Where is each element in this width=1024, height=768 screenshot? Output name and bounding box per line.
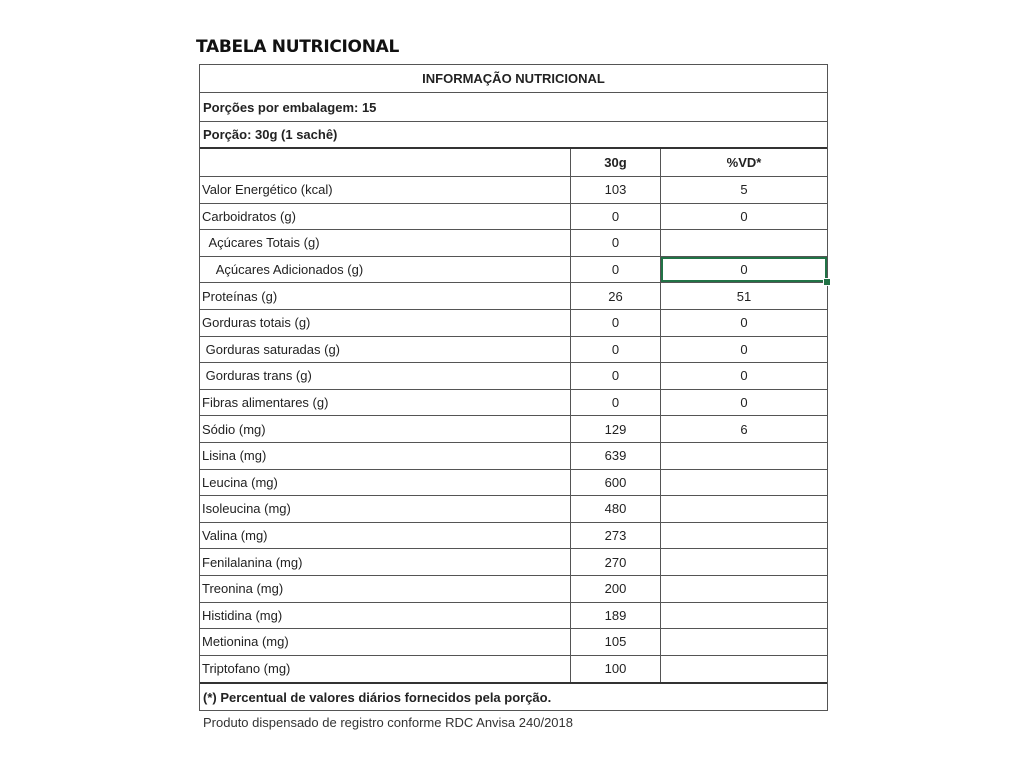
nutrition-table [199, 64, 828, 711]
nutrient-name[interactable]: Histidina (mg) [200, 603, 571, 629]
selected-cell[interactable] [661, 257, 827, 283]
nutrient-daily-value[interactable]: 0 [740, 341, 748, 357]
nutrient-amount[interactable]: 26 [571, 283, 661, 309]
nutrient-daily-value[interactable]: 51 [736, 288, 752, 304]
nutrient-name[interactable]: Açúcares Adicionados (g) [200, 257, 571, 283]
table-row [200, 443, 827, 470]
nutrient-daily-value[interactable] [661, 496, 827, 522]
registration-note: Produto dispensado de registro conforme RDC Anvisa 240/2018 [203, 715, 573, 730]
nutrient-amount[interactable]: 200 [571, 576, 661, 602]
nutrient-name[interactable]: Metionina (mg) [200, 629, 571, 655]
nutrient-amount[interactable]: 0 [571, 257, 661, 283]
nutrient-name[interactable]: Carboidratos (g) [200, 204, 571, 230]
column-header-vd[interactable]: %VD* [726, 155, 762, 170]
nutrient-amount[interactable]: 189 [571, 603, 661, 629]
nutrient-name[interactable]: Isoleucina (mg) [200, 496, 571, 522]
page-title: TABELA NUTRICIONAL [196, 37, 400, 57]
table-header-row [200, 65, 827, 93]
table-row [200, 337, 827, 364]
table-row [200, 416, 827, 443]
nutrient-daily-value[interactable] [661, 656, 827, 683]
nutrient-amount[interactable]: 0 [571, 204, 661, 230]
nutrient-amount[interactable]: 0 [571, 363, 661, 389]
table-row [200, 310, 827, 337]
table-row [200, 603, 827, 630]
table-row [200, 283, 827, 310]
nutrient-amount[interactable]: 103 [571, 177, 661, 203]
table-row [200, 549, 827, 576]
nutrient-amount[interactable]: 100 [571, 656, 661, 683]
nutrient-amount[interactable]: 600 [571, 470, 661, 496]
table-row [200, 629, 827, 656]
nutrient-amount[interactable]: 0 [571, 230, 661, 256]
nutrient-daily-value[interactable] [661, 443, 827, 469]
nutrient-daily-value[interactable]: 0 [740, 208, 748, 224]
table-row [200, 470, 827, 497]
nutrient-name[interactable]: Leucina (mg) [200, 470, 571, 496]
footnote-row [200, 682, 827, 710]
nutrient-daily-value[interactable] [661, 603, 827, 629]
table-row [200, 523, 827, 550]
nutrient-name[interactable]: Fenilalanina (mg) [200, 549, 571, 575]
footnote: (*) Percentual de valores diários fornecidos pela porção. [203, 689, 552, 705]
nutrient-daily-value[interactable]: 0 [740, 395, 748, 411]
nutrient-amount[interactable]: 105 [571, 629, 661, 655]
table-row [200, 257, 827, 284]
nutrient-name[interactable]: Treonina (mg) [200, 576, 571, 602]
nutrient-daily-value[interactable] [661, 230, 827, 256]
table-row [200, 496, 827, 523]
nutrient-daily-value[interactable] [661, 576, 827, 602]
nutrient-daily-value[interactable] [661, 549, 827, 575]
nutrient-daily-value[interactable]: 5 [740, 182, 748, 198]
column-header-amount[interactable]: 30g [571, 149, 661, 176]
nutrient-amount[interactable]: 0 [571, 310, 661, 336]
table-row [200, 177, 827, 204]
table-row [200, 230, 827, 257]
nutrient-name[interactable]: Lisina (mg) [200, 443, 571, 469]
nutrient-name[interactable]: Fibras alimentares (g) [200, 390, 571, 416]
nutrient-amount[interactable]: 270 [571, 549, 661, 575]
nutrient-amount[interactable]: 129 [571, 416, 661, 442]
nutrient-name[interactable]: Gorduras totais (g) [200, 310, 571, 336]
nutrient-daily-value[interactable] [661, 629, 827, 655]
nutrient-daily-value[interactable] [661, 523, 827, 549]
nutrient-name[interactable]: Gorduras trans (g) [200, 363, 571, 389]
nutrient-amount[interactable]: 480 [571, 496, 661, 522]
nutrient-daily-value[interactable]: 6 [740, 421, 748, 437]
column-header-name[interactable] [200, 149, 571, 176]
serving-size-row [200, 122, 827, 149]
nutrient-daily-value[interactable]: 0 [740, 368, 748, 384]
nutrient-name[interactable]: Triptofano (mg) [200, 656, 571, 683]
table-row [200, 390, 827, 417]
nutrient-amount[interactable]: 0 [571, 337, 661, 363]
table-row [200, 204, 827, 231]
nutrient-name[interactable]: Gorduras saturadas (g) [200, 337, 571, 363]
nutrient-daily-value: 0 [740, 262, 748, 278]
table-header: INFORMAÇÃO NUTRICIONAL [422, 71, 605, 86]
table-row [200, 576, 827, 603]
nutrient-amount[interactable]: 273 [571, 523, 661, 549]
table-row [200, 363, 827, 390]
serving-size: Porção: 30g (1 sachê) [203, 127, 338, 142]
nutrient-name[interactable]: Valina (mg) [200, 523, 571, 549]
nutrient-name[interactable]: Sódio (mg) [200, 416, 571, 442]
servings-row [200, 93, 827, 122]
servings-per-package: Porções por embalagem: 15 [203, 99, 377, 115]
nutrient-amount[interactable]: 0 [571, 390, 661, 416]
nutrient-name[interactable]: Proteínas (g) [200, 283, 571, 309]
nutrient-amount[interactable]: 639 [571, 443, 661, 469]
column-header-row [200, 149, 827, 177]
nutrient-daily-value[interactable] [661, 470, 827, 496]
nutrient-daily-value[interactable]: 0 [740, 315, 748, 331]
nutrient-name[interactable]: Valor Energético (kcal) [200, 177, 571, 203]
nutrient-name[interactable]: Açúcares Totais (g) [200, 230, 571, 256]
table-row [200, 656, 827, 683]
